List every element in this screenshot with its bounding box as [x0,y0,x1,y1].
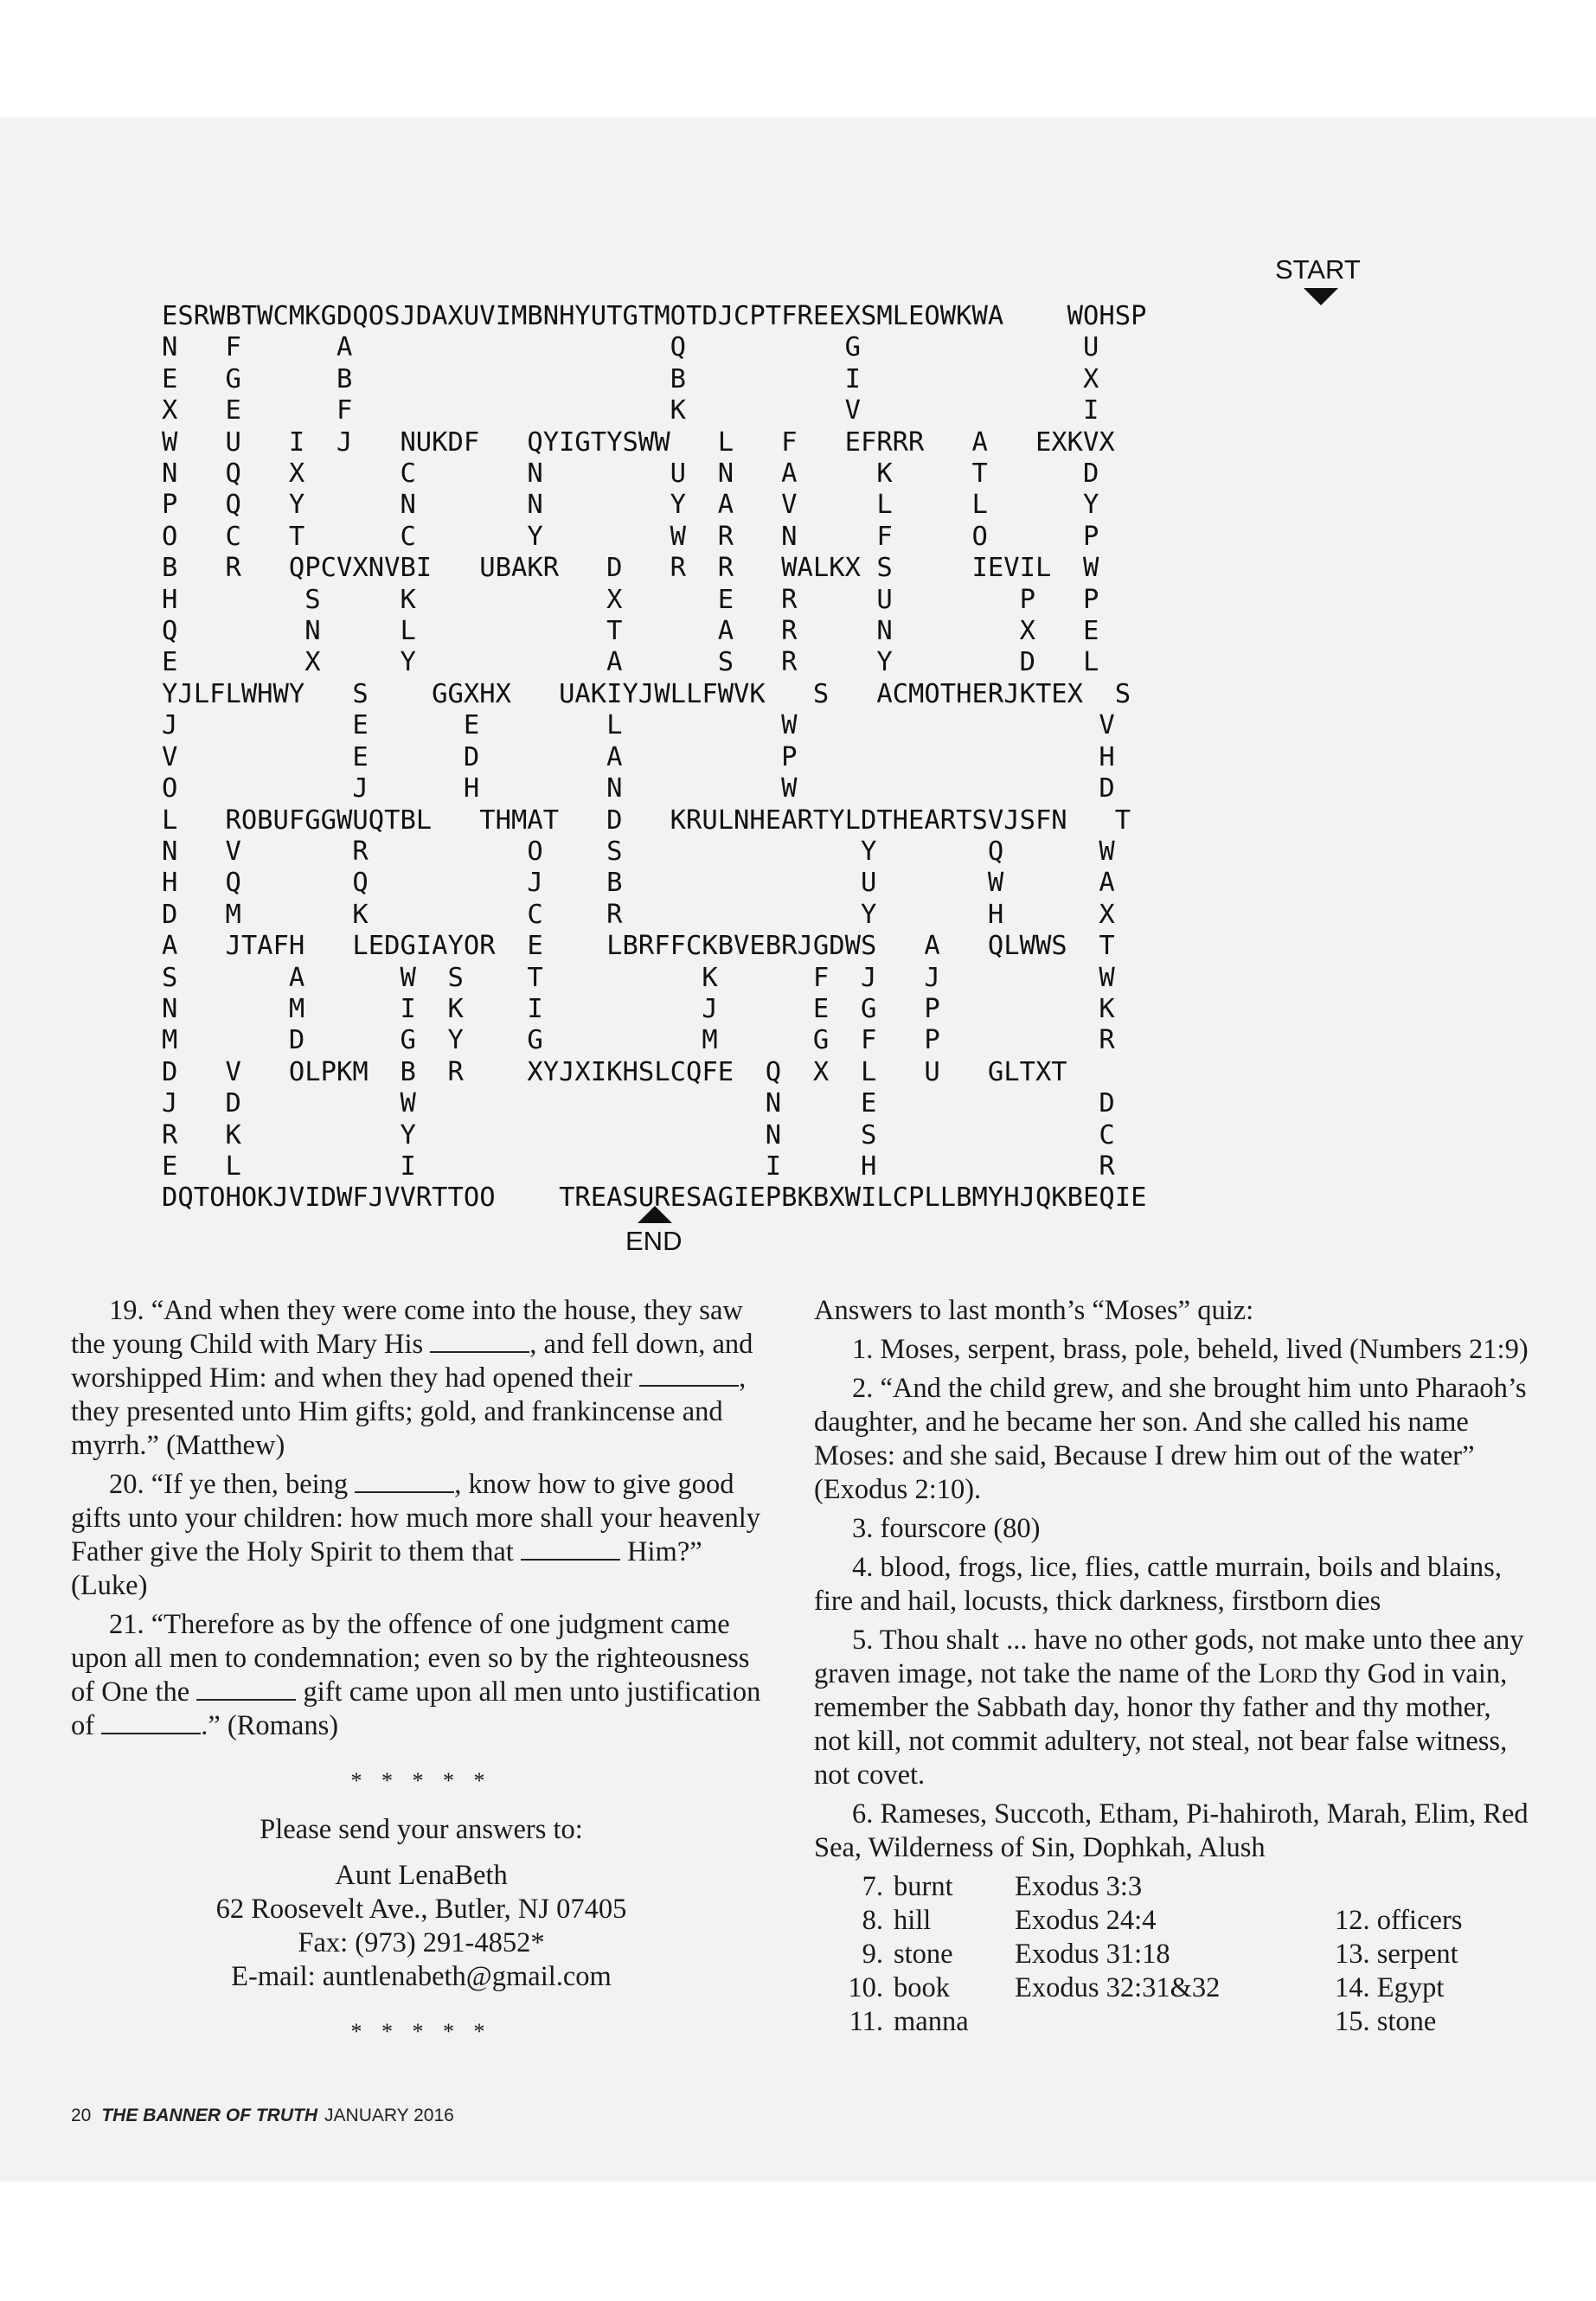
maze-start-label: START [1275,254,1361,285]
publication-name: THE BANNER OF TRUTH [101,2106,318,2125]
maze-row: E X Y A S R Y D L [162,647,1099,678]
maze-row: W U I J NUKDF QYIGTYSWW L F EFRRR A EXKVX [162,426,1115,458]
maze-row: P Q Y N N Y A V L L Y [162,490,1099,521]
separator-stars: * * * * * [350,1768,492,1793]
maze-row: N F A Q G U [162,332,1099,363]
answer-blank [196,1676,296,1701]
maze-end-label: END [625,1226,683,1256]
contact-fax: Fax: (973) 291-4852* [298,1927,545,1958]
maze-row: X E F K V I [162,395,1099,426]
send-label: Please send your answers to: [260,1814,583,1845]
letter-maze [162,301,1146,1215]
maze-row: H S K X E R U P P [162,584,1099,615]
maze-row: J E E L W V [162,710,1115,741]
page-number: 20 [71,2106,92,2125]
maze-row: J D W N E D [162,1088,1115,1119]
maze-row: V E D A P H [162,741,1115,772]
maze-row: N M I K I J E G P K [162,993,1115,1024]
answer-blank [355,1469,454,1493]
question-21: 21. “Therefore as by the offence of one judgment came upon all men to condemnation; even so by the righteousness of One the gift came upon all men unto justification of .” (Romans) [71,1609,761,1741]
maze-row: D M K C R Y H X [162,899,1115,930]
maze-row: L ROBUFGGWUQTBL THMAT D KRULNHEARTYLDTHEARTSVJSFN T [162,804,1131,836]
question-20: 20. “If ye then, being , know how to give good gifts unto your children: how much more shall your heavenly Father give the Holy Spirit to them that Him?” (Luke) [71,1469,760,1601]
maze-row: N Q X C N U N A K T D [162,458,1099,490]
page-footer [71,2106,454,2126]
maze-row: R K Y N S C [162,1119,1115,1150]
answers-column [814,1294,1532,2039]
maze-row: B R QPCVXNVBI UBAKR D R R WALKX S IEVIL W [162,553,1099,584]
answer-blank [639,1362,739,1387]
maze-row: O C T C Y W R N F O P [162,521,1099,552]
maze-row: A JTAFH LEDGIAYOR E LBRFFCKBVEBRJGDWS A QLWWS T [162,931,1115,962]
maze-row: D V OLPKM B R XYJXIKHSLCQFE Q X L U GLTXT [162,1056,1067,1087]
answer-blank [521,1536,620,1561]
maze-row: YJLFLWHWY S GGXHX UAKIYJWLLFWVK S ACMOTHERJKTEX S [162,678,1131,709]
contact-address: 62 Roosevelt Ave., Butler, NJ 07405 [215,1894,627,1925]
answer-4: 4. blood, frogs, lice, flies, cattle murrain, boils and blains, fire and hail, locusts, thick darkness, firstborn dies [814,1552,1502,1617]
answer-2: 2. “And the child grew, and she brought him unto Pharaoh’s daughter, and he became her son. And she called his name Moses: and she said, Because I drew him out of the water” (Exodus 2:10). [814,1373,1527,1505]
maze-row: ESRWBTWCMKGDQOSJDAXUVIMBNHYUTGTMOTDJCPTFREEXSMLEOWKWA WOHSP [162,301,1147,331]
maze-row: O J H N W D [162,773,1115,804]
answers-heading: Answers to last month’s “Moses” quiz: [814,1295,1254,1326]
contact-email[interactable]: E-mail: auntlenabeth@gmail.com [231,1961,612,1992]
maze-row: N V R O S Y Q W [162,836,1115,867]
question-19: 19. “And when they were come into the house, they saw the young Child with Mary His , and fell down, and worshipped Him: and when they had opened their , they presented unto Him gifts; gold, and frankincense and myrrh.” (Matthew) [71,1295,753,1461]
end-arrow-icon [638,1206,672,1223]
maze-row: M D G Y G M G F P R [162,1025,1115,1056]
answers-grid: 7. burnt Exodus 3:3 8. hill Exodus 24:4 12. officers 9. stone Exodus 31:18 13. serpent 10. book Exodus 32:31&32 14. Egypt 11. manna 15. stone [848,1871,1463,2037]
separator-stars: * * * * * [350,2019,492,2044]
start-arrow-icon [1304,288,1338,305]
maze-row: E G B B I X [162,363,1099,394]
answer-blank [430,1329,529,1353]
maze-row: Q N L T A R N X E [162,616,1099,647]
maze-row: H Q Q J B U W A [162,868,1115,899]
answer-blank [101,1710,201,1734]
contact-name: Aunt LenaBeth [335,1860,508,1891]
maze-row: S A W S T K F J J W [162,962,1115,993]
answer-6: 6. Rameses, Succoth, Etham, Pi-hahiroth, Marah, Elim, Red Sea, Wilderness of Sin, Dophkah, Alush [814,1798,1529,1863]
maze-row: E L I I H R [162,1150,1115,1182]
answer-1: 1. Moses, serpent, brass, pole, beheld, lived (Numbers 21:9) [852,1334,1529,1365]
quiz-questions [71,1294,772,2064]
issue-date: JANUARY 2016 [324,2106,454,2125]
answer-3: 3. fourscore (80) [852,1513,1041,1544]
maze-row: DQTOHOKJVIDWFJVVRTTOO TREASURESAGIEPBKBXWILCPLLBMYHJQKBEQIE [162,1183,1147,1214]
answer-5: 5. Thou shalt ... have no other gods, not make unto thee any graven image, not take the name of the Lord thy God in vain, remember the Sabbath day, honor thy father and thy mother, not kill, not commit adultery, not steal, not bear false witness, not covet. [814,1625,1524,1791]
